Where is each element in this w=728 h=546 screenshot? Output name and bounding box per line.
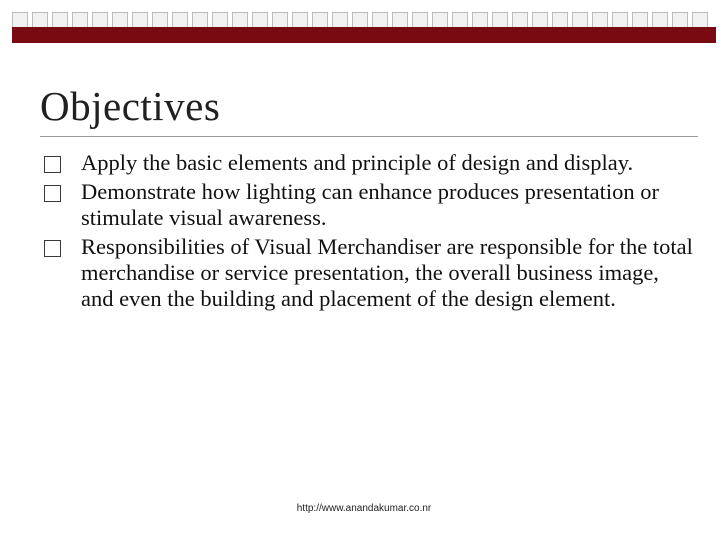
decorative-square bbox=[372, 12, 388, 28]
decorative-square bbox=[332, 12, 348, 28]
decorative-square bbox=[652, 12, 668, 28]
decorative-square bbox=[192, 12, 208, 28]
title-divider bbox=[40, 136, 698, 137]
decorative-square bbox=[352, 12, 368, 28]
bullet-text: Apply the basic elements and principle of design and display. bbox=[81, 150, 634, 175]
decorative-square bbox=[112, 12, 128, 28]
square-bullet-icon bbox=[44, 156, 61, 173]
decorative-square bbox=[492, 12, 508, 28]
list-item bbox=[44, 150, 694, 176]
decorative-square bbox=[132, 12, 148, 28]
decorative-square bbox=[292, 12, 308, 28]
list-item bbox=[44, 179, 694, 231]
decorative-square bbox=[152, 12, 168, 28]
decorative-square bbox=[32, 12, 48, 28]
decorative-square bbox=[552, 12, 568, 28]
decorative-square bbox=[312, 12, 328, 28]
decorative-square bbox=[452, 12, 468, 28]
footer-url: http://www.anandakumar.co.nr bbox=[296, 503, 432, 514]
decorative-square bbox=[412, 12, 428, 28]
decorative-square bbox=[692, 12, 708, 28]
decorative-square bbox=[392, 12, 408, 28]
bullet-text: Responsibilities of Visual Merchandiser are responsible for the total merchandise or service presentation, the overall business image, and even the building and placement of the design element. bbox=[81, 234, 693, 311]
decorative-square bbox=[672, 12, 688, 28]
decorative-square bbox=[572, 12, 588, 28]
list-item bbox=[44, 234, 694, 312]
decorative-square bbox=[612, 12, 628, 28]
decorative-square bbox=[92, 12, 108, 28]
decorative-square bbox=[252, 12, 268, 28]
decorative-square bbox=[532, 12, 548, 28]
decorative-square bbox=[172, 12, 188, 28]
decorative-square bbox=[232, 12, 248, 28]
decorative-square bbox=[592, 12, 608, 28]
decorative-square bbox=[52, 12, 68, 28]
square-bullet-icon bbox=[44, 240, 61, 257]
decorative-square bbox=[512, 12, 528, 28]
slide-title: Objectives bbox=[40, 83, 221, 129]
decorative-square bbox=[632, 12, 648, 28]
decorative-square bbox=[72, 12, 88, 28]
square-bullet-icon bbox=[44, 185, 61, 202]
objectives-list bbox=[44, 150, 694, 315]
decorative-square bbox=[432, 12, 448, 28]
top-decorative-band bbox=[0, 0, 728, 46]
bullet-text: Demonstrate how lighting can enhance produces presentation or stimulate visual awareness. bbox=[81, 179, 659, 230]
decorative-square bbox=[212, 12, 228, 28]
maroon-band bbox=[12, 27, 716, 43]
decorative-square bbox=[12, 12, 28, 28]
decorative-square bbox=[272, 12, 288, 28]
decorative-square bbox=[472, 12, 488, 28]
